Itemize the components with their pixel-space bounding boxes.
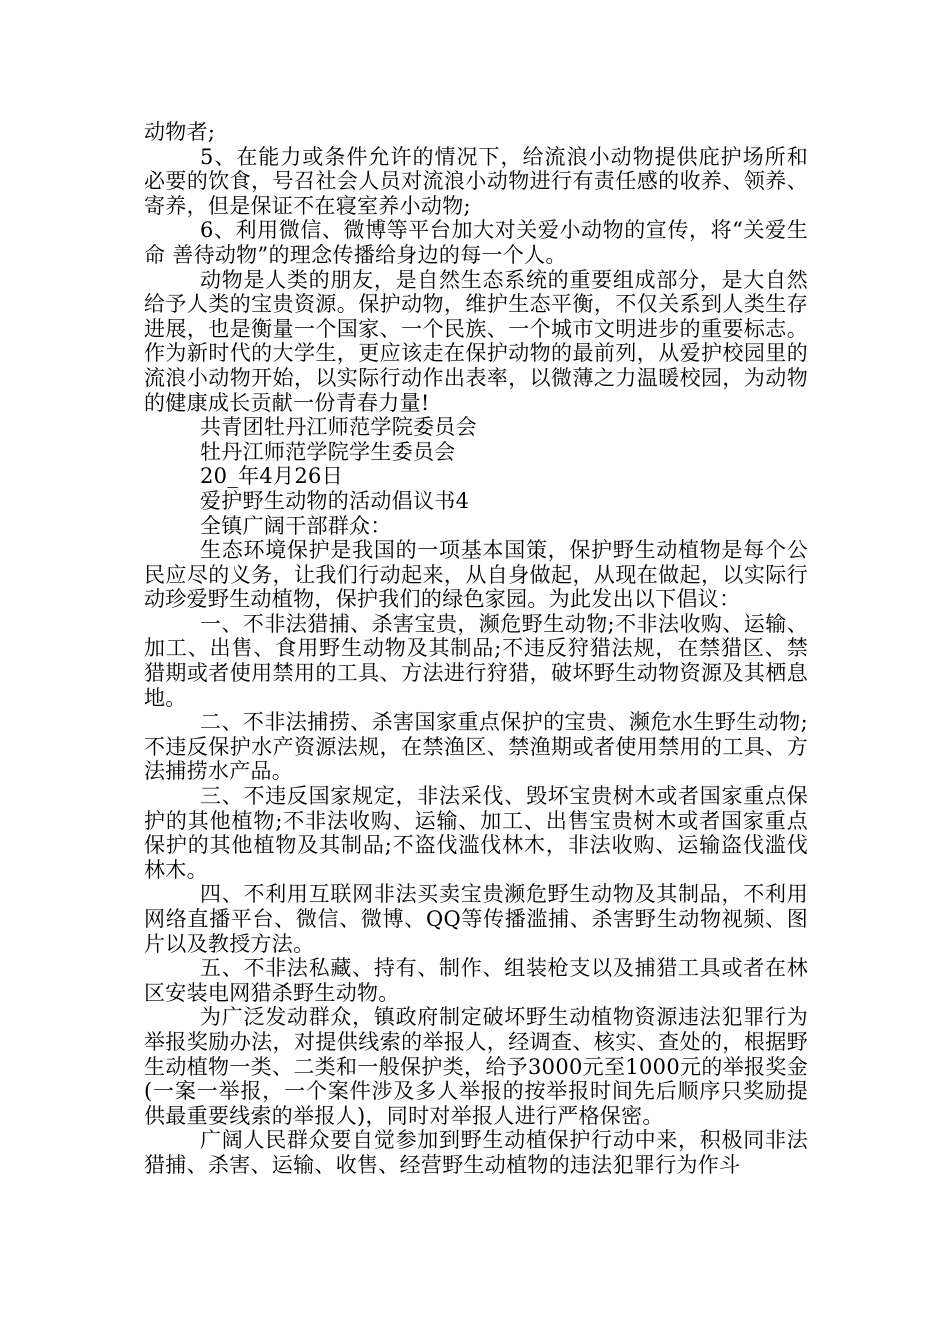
signature-org-2: 牡丹江师范学院学生委员会 <box>200 439 456 464</box>
paragraph-conclusion: 动物是人类的朋友，是自然生态系统的重要组成部分，是大自然给予人类的宝贵资源。保护动物，维护生态平衡，不仅关系到人类生存进展，也是衡量一个国家、一个民族、一个城市文明进步的重要标志。作为新时代的大学生，更应该走在保护动物的最前列，从爱护校园里的流浪小动物开始，以实际行动作出表率，以微薄之力温暖校园，为动物的健康成长贡献一份青春力量! <box>144 267 808 415</box>
paragraph-point-1: 一、不非法猎捕、杀害宝贵，濒危野生动物;不非法收购、运输、加工、出售、食用野生动物及其制品;不违反狩猎法规，在禁猎区、禁猎期或者使用禁用的工具、方法进行狩猎，破坏野生动物资源及其栖息地。 <box>144 611 808 710</box>
paragraph-point-4: 四、不利用互联网非法买卖宝贵濒危野生动物及其制品，不利用网络直播平台、微信、微博、QQ等传播滥捕、杀害野生动物视频、图片以及教授方法。 <box>144 882 808 956</box>
section-title: 爱护野生动物的活动倡议书4 <box>200 488 470 513</box>
paragraph-reward: 为广泛发动群众，镇政府制定破坏野生动植物资源违法犯罪行为举报奖励办法，对提供线索的举报人，经调查、核实、查处的，根据野生动植物一类、二类和一般保护类，给予3000元至1000元的举报奖金(一案一举报，一个案件涉及多人举报的按举报时间先后顺序只奖励提供最重要线索的举报人)，同时对举报人进行严格保密。 <box>144 1005 808 1128</box>
signature-date: 20_年4月26日 <box>200 464 344 489</box>
paragraph-point-3: 三、不违反国家规定，非法采伐、毁坏宝贵树木或者国家重点保护的其他植物;不非法收购、运输、加工、出售宝贵树木或者国家重点保护的其他植物及其制品;不盗伐滥伐林木，非法收购、运输盗伐滥伐林木。 <box>144 784 808 882</box>
paragraph-intro: 生态环境保护是我国的一项基本国策，保护野生动植物是每个公民应尽的义务，让我们行动起来，从自身做起，从现在做起，以实际行动珍爱野生动植物，保护我们的绿色家园。为此发出以下倡议： <box>144 538 808 612</box>
document-page <box>144 120 808 1178</box>
paragraph-point-5: 五、不非法私藏、持有、制作、组装枪支以及捕猎工具或者在林区安装电网猎杀野生动物。 <box>144 956 808 1005</box>
paragraph-call-to-action: 广阔人民群众要自觉参加到野生动植保护行动中来，积极同非法猎捕、杀害、运输、收售、经营野生动植物的违法犯罪行为作斗 <box>144 1128 808 1177</box>
paragraph-continuation: 动物者; <box>144 120 216 144</box>
paragraph-item-6: 6、利用微信、微博等平台加大对关爱小动物的宣传，将“关爱生命 善待动物”的理念传播给身边的每一个人。 <box>144 218 808 267</box>
paragraph-point-2: 二、不非法捕捞、杀害国家重点保护的宝贵、濒危水生野生动物;不违反保护水产资源法规，在禁渔区、禁渔期或者使用禁用的工具、方法捕捞水产品。 <box>144 710 808 784</box>
salutation: 全镇广阔干部群众： <box>200 513 392 538</box>
paragraph-item-5: 5、在能力或条件允许的情况下，给流浪小动物提供庇护场所和必要的饮食，号召社会人员对流浪小动物进行有责任感的收养、领养、寄养，但是保证不在寝室养小动物; <box>144 144 808 218</box>
signature-org-1: 共青团牡丹江师范学院委员会 <box>200 415 477 440</box>
